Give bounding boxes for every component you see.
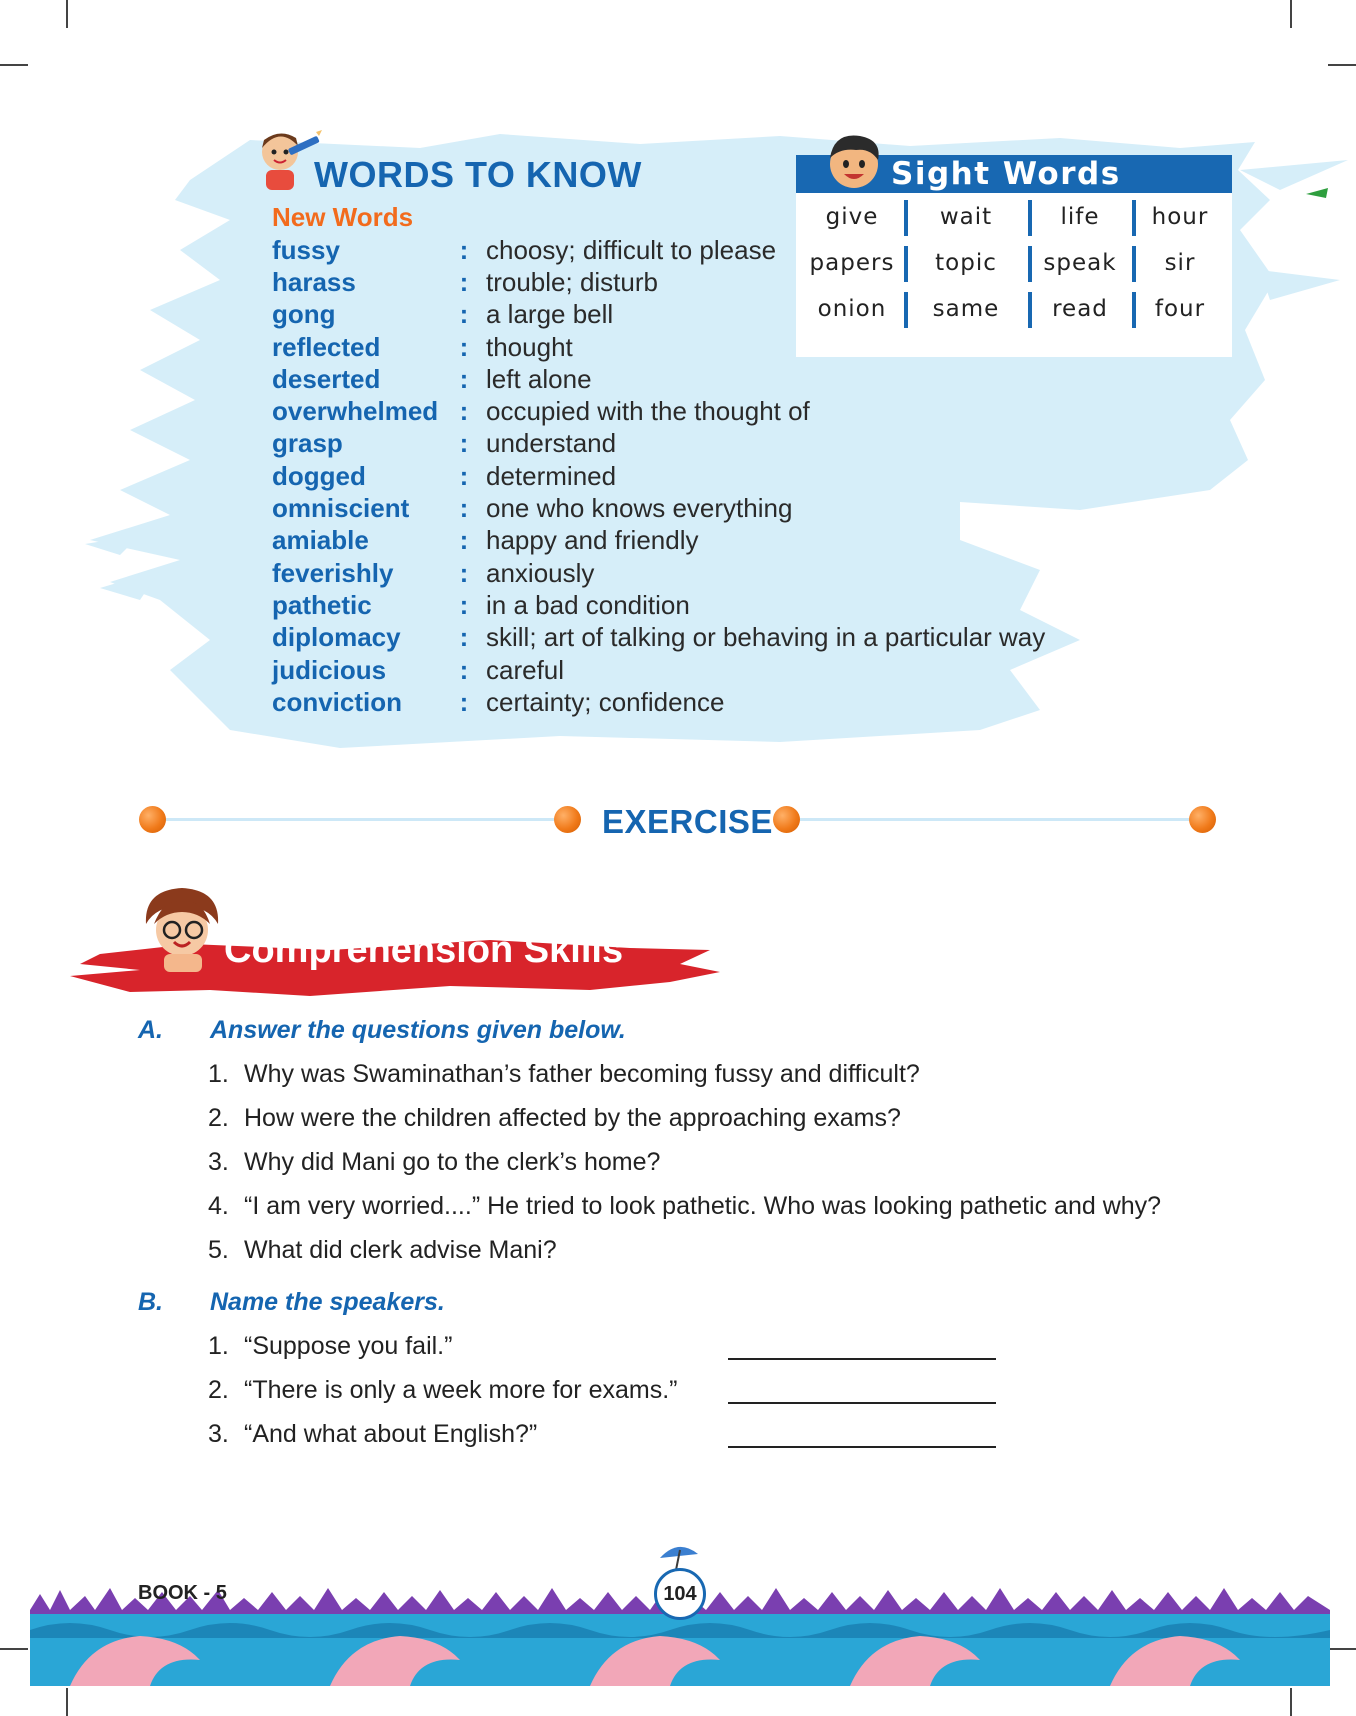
orange-dot-icon — [1189, 806, 1216, 833]
quote-number: 1. — [208, 1332, 229, 1360]
orange-dot-icon — [554, 806, 581, 833]
vocab-colon: : — [459, 493, 469, 524]
boy-face-icon — [820, 128, 888, 194]
sight-words-title: Sight Words — [891, 156, 1121, 192]
vocab-word: fussy — [272, 234, 340, 265]
vocab-word: feverishly — [272, 557, 394, 588]
sight-word: speak — [1028, 244, 1132, 282]
vocab-colon: : — [459, 686, 469, 717]
question-item — [208, 1060, 920, 1089]
vocab-colon: : — [459, 234, 469, 265]
vocab-word: judicious — [272, 654, 387, 685]
crop-mark — [66, 0, 68, 28]
vocab-entry — [272, 395, 1045, 427]
question-number: 1. — [208, 1060, 229, 1088]
vocab-entry — [272, 589, 1045, 621]
answer-blank[interactable] — [728, 1446, 996, 1448]
orange-dot-icon — [773, 806, 800, 833]
crop-mark — [0, 64, 28, 66]
exercise-title: EXERCISE — [602, 803, 773, 840]
sight-word: life — [1028, 198, 1132, 236]
vocab-meaning: skill; art of talking or behaving in a particular way — [486, 622, 1046, 653]
question-number: 2. — [208, 1104, 229, 1132]
vocab-colon: : — [459, 396, 469, 427]
vocab-word: grasp — [272, 428, 343, 459]
section-a-letter: A. — [138, 1016, 163, 1044]
vocab-entry — [272, 428, 1045, 460]
vocab-word: pathetic — [272, 589, 372, 620]
vocab-colon: : — [459, 460, 469, 491]
vocab-meaning: one who knows everything — [486, 493, 793, 524]
vocab-word: dogged — [272, 460, 366, 491]
vocab-colon: : — [459, 266, 469, 297]
vocab-entry — [272, 460, 1045, 492]
question-item — [208, 1236, 557, 1265]
vocab-entry — [272, 686, 1045, 718]
crop-mark — [0, 1648, 28, 1650]
girl-with-glasses-icon — [138, 884, 228, 972]
page-number: 104 — [654, 1568, 706, 1620]
vocab-meaning: happy and friendly — [486, 525, 699, 556]
vocab-meaning: careful — [486, 654, 565, 685]
question-text: What did clerk advise Mani? — [244, 1236, 557, 1264]
question-text: Why did Mani go to the clerk’s home? — [244, 1148, 661, 1176]
vocab-word: deserted — [272, 363, 381, 394]
quote-item — [208, 1376, 677, 1405]
sight-words-grid — [800, 198, 1228, 328]
vocab-meaning: certainty; confidence — [486, 686, 725, 717]
quote-item — [208, 1420, 537, 1449]
sight-word: hour — [1132, 198, 1228, 236]
vocab-meaning: determined — [486, 460, 617, 491]
sight-word: topic — [904, 244, 1028, 282]
vocab-word: harass — [272, 266, 356, 297]
question-number: 3. — [208, 1148, 229, 1176]
vocab-colon: : — [459, 525, 469, 556]
section-b-heading: Name the speakers. — [210, 1288, 445, 1316]
sight-word: four — [1132, 290, 1228, 328]
vocab-meaning: thought — [486, 331, 573, 362]
question-item — [208, 1148, 660, 1177]
question-text: Why was Swaminathan’s father becoming fussy and difficult? — [244, 1060, 920, 1088]
vocab-entry — [272, 525, 1045, 557]
vocab-meaning: in a bad condition — [486, 589, 690, 620]
question-item — [208, 1192, 1161, 1221]
vocab-word: reflected — [272, 331, 381, 362]
crop-mark — [1290, 1688, 1292, 1716]
question-item — [208, 1104, 901, 1133]
answer-blank[interactable] — [728, 1402, 996, 1404]
divider-line — [152, 818, 556, 821]
comprehension-skills-title: Comprehension Skills — [224, 929, 624, 971]
crop-mark — [1328, 1648, 1356, 1650]
new-words-subtitle: New Words — [272, 202, 414, 232]
vocab-colon: : — [459, 557, 469, 588]
words-to-know-title: WORDS TO KNOW — [314, 154, 642, 195]
vocab-colon: : — [459, 363, 469, 394]
quote-number: 3. — [208, 1420, 229, 1448]
crop-mark — [1328, 64, 1356, 66]
vocab-colon: : — [459, 654, 469, 685]
vocab-word: gong — [272, 299, 336, 330]
question-number: 5. — [208, 1236, 229, 1264]
sight-word: read — [1028, 290, 1132, 328]
vocab-word: omniscient — [272, 493, 410, 524]
quote-text: “There is only a week more for exams.” — [244, 1376, 678, 1404]
sight-word: sir — [1132, 244, 1228, 282]
vocab-colon: : — [459, 331, 469, 362]
sight-word: same — [904, 290, 1028, 328]
divider-line — [800, 818, 1200, 821]
vocab-word: amiable — [272, 525, 369, 556]
sight-word: onion — [817, 296, 887, 322]
vocab-meaning: occupied with the thought of — [486, 396, 810, 427]
quote-item — [208, 1332, 452, 1361]
vocab-entry — [272, 557, 1045, 589]
vocab-meaning: trouble; disturb — [486, 266, 658, 297]
vocab-entry — [272, 363, 1045, 395]
section-a-heading: Answer the questions given below. — [210, 1016, 626, 1044]
crop-mark — [66, 1688, 68, 1716]
umbrella-icon — [656, 1540, 702, 1570]
vocab-word: overwhelmed — [272, 396, 439, 427]
section-b-letter: B. — [138, 1288, 163, 1316]
vocab-meaning: understand — [486, 428, 617, 459]
orange-dot-icon — [139, 806, 166, 833]
question-number: 4. — [208, 1192, 229, 1220]
vocab-entry — [272, 654, 1045, 686]
leaf-icon — [1306, 186, 1328, 200]
vocab-meaning: a large bell — [486, 299, 614, 330]
question-text: “I am very worried....” He tried to look pathetic. Who was looking pathetic and why? — [244, 1192, 1162, 1220]
vocab-colon: : — [459, 299, 469, 330]
vocab-colon: : — [459, 589, 469, 620]
vocab-entry — [272, 622, 1045, 654]
book-label: BOOK - 5 — [138, 1582, 227, 1604]
vocab-meaning: anxiously — [486, 557, 595, 588]
vocab-colon: : — [459, 428, 469, 459]
vocab-meaning: left alone — [486, 363, 592, 394]
answer-blank[interactable] — [728, 1358, 996, 1360]
quote-number: 2. — [208, 1376, 229, 1404]
vocab-word: diplomacy — [272, 622, 401, 653]
question-text: How were the children affected by the approaching exams? — [244, 1104, 901, 1132]
quote-text: “Suppose you fail.” — [244, 1332, 453, 1360]
sight-word: wait — [904, 198, 1028, 236]
sight-word: papers — [809, 250, 895, 276]
vocab-entry — [272, 492, 1045, 524]
quote-text: “And what about English?” — [244, 1420, 538, 1448]
vocab-word: conviction — [272, 686, 403, 717]
sight-word: give — [825, 204, 879, 230]
vocab-meaning: choosy; difficult to please — [486, 234, 777, 265]
crop-mark — [1290, 0, 1292, 28]
boy-with-pencil-icon — [252, 128, 322, 196]
vocab-colon: : — [459, 622, 469, 653]
